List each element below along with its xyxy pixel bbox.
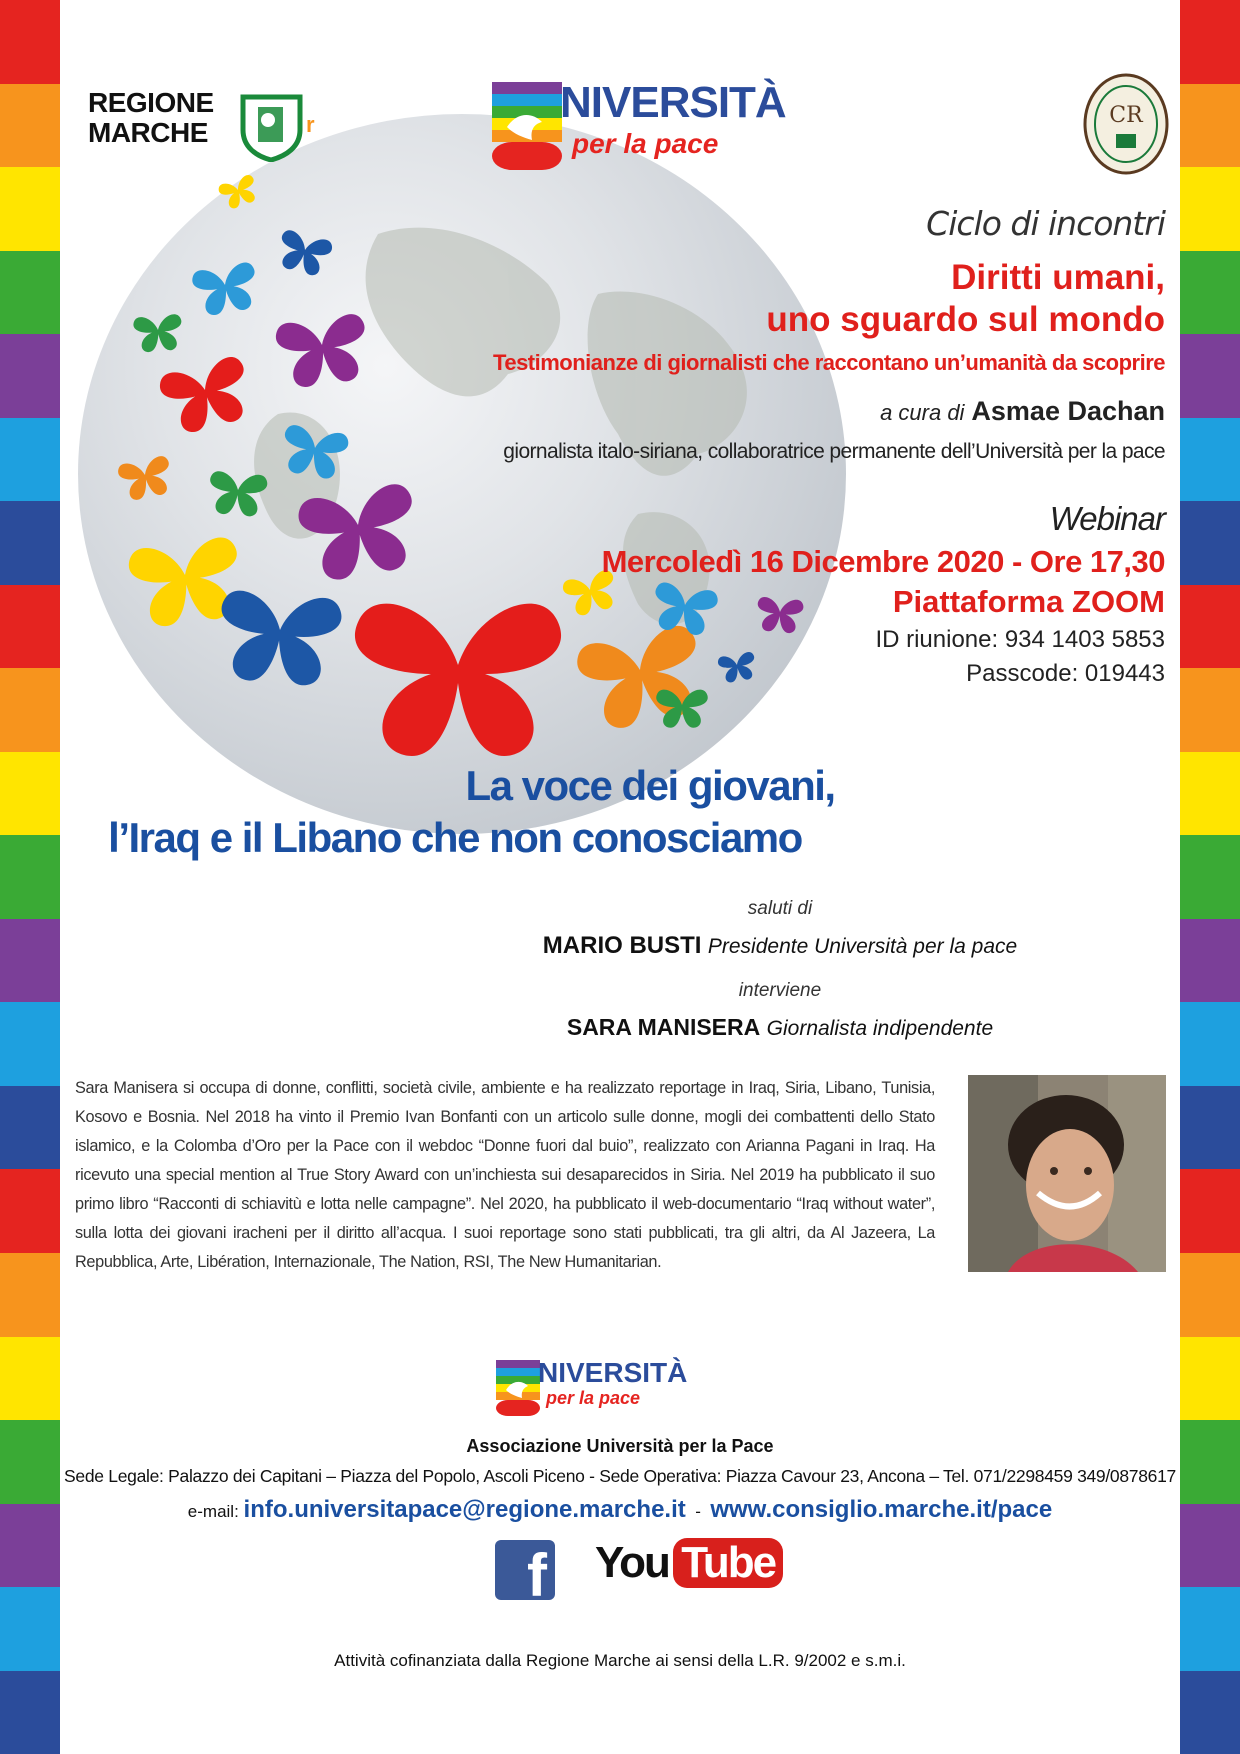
- rainbow-band: [0, 1587, 60, 1671]
- series-subtitle: Testimonianze di giornalisti che raccontano un’umanità da scoprire: [493, 350, 1165, 375]
- meeting-passcode: Passcode: 019443: [966, 660, 1165, 687]
- funding-note: Attività cofinanziata dalla Regione Marche ai sensi della L.R. 9/2002 e s.m.i.: [334, 1651, 906, 1670]
- rainbow-band: [0, 1504, 60, 1588]
- rainbow-band: [1180, 1337, 1240, 1421]
- rainbow-band: [0, 585, 60, 669]
- rainbow-band: [0, 251, 60, 335]
- event-platform: Piattaforma ZOOM: [892, 584, 1165, 619]
- regione-logo-accent: r: [306, 112, 315, 137]
- rainbow-band: [1180, 1169, 1240, 1253]
- greetings-label: saluti di: [747, 898, 813, 919]
- svg-text:CR: CR: [1109, 103, 1143, 128]
- event-format: Webinar: [1049, 500, 1165, 537]
- email-link[interactable]: info.universitapace@regione.marche.it: [243, 1496, 686, 1523]
- rainbow-band: [0, 1002, 60, 1086]
- rainbow-stripe-right: [1180, 0, 1240, 1754]
- rainbow-band: [1180, 334, 1240, 418]
- series-title-line2: uno sguardo sul mondo: [766, 300, 1165, 339]
- association-name: Associazione Università per la Pace: [466, 1436, 774, 1456]
- rainbow-band: [1180, 919, 1240, 1003]
- series-title-line1: Diritti umani,: [951, 258, 1165, 297]
- regione-shield-icon: [238, 92, 308, 162]
- greeter-role: Presidente Università per la pace: [707, 935, 1018, 958]
- rainbow-stripe-left: [0, 0, 60, 1754]
- website-link[interactable]: www.consiglio.marche.it/pace: [710, 1496, 1053, 1523]
- youtube-icon[interactable]: You Tube: [595, 1538, 783, 1602]
- curator-description: giornalista italo-siriana, collaboratrice permanente dell’Università per la pace: [503, 440, 1165, 463]
- universita-pace-logo: NIVERSITÀ per la pace: [492, 82, 562, 175]
- rainbow-band: [0, 418, 60, 502]
- consiglio-regionale-seal: [1082, 72, 1170, 176]
- speaker-name: SARA MANISERA: [566, 1014, 761, 1040]
- rainbow-band: [1180, 1086, 1240, 1170]
- meeting-id: ID riunione: 934 1403 5853: [875, 626, 1165, 653]
- event-datetime: Mercoledì 16 Dicembre 2020 - Ore 17,30: [601, 544, 1165, 579]
- rainbow-band: [1180, 1504, 1240, 1588]
- curator-name: Asmae Dachan: [971, 396, 1165, 426]
- rainbow-band: [1180, 418, 1240, 502]
- curator-label: a cura di: [880, 400, 965, 425]
- rainbow-u-icon: [492, 82, 562, 170]
- rainbow-band: [1180, 1420, 1240, 1504]
- footer-universita-logo: NIVERSITÀ per la pace: [496, 1360, 540, 1421]
- rainbow-band: [0, 334, 60, 418]
- rainbow-band: [0, 167, 60, 251]
- speaker-label: interviene: [738, 980, 822, 1001]
- rainbow-band: [1180, 251, 1240, 335]
- rainbow-band: [0, 919, 60, 1003]
- talk-title-line1: La voce dei giovani,: [465, 762, 835, 809]
- contact-separator: -: [695, 1502, 701, 1521]
- rainbow-band: [1180, 1587, 1240, 1671]
- greeter-name: MARIO BUSTI: [542, 932, 702, 959]
- rainbow-band: [1180, 0, 1240, 84]
- rainbow-band: [1180, 167, 1240, 251]
- rainbow-band: [0, 1671, 60, 1754]
- rainbow-band: [0, 1420, 60, 1504]
- regione-marche-logo: REGIONE MARCHE r: [88, 88, 214, 148]
- contact-line: [60, 1496, 1180, 1524]
- footer-rainbow-u-icon: [496, 1360, 540, 1416]
- rainbow-band: [0, 668, 60, 752]
- speaker-role: Giornalista indipendente: [766, 1017, 994, 1040]
- greeter-line: [440, 932, 1120, 960]
- speaker-photo: [968, 1075, 1166, 1272]
- rainbow-band: [0, 501, 60, 585]
- rainbow-band: [1180, 1253, 1240, 1337]
- rainbow-band: [1180, 1002, 1240, 1086]
- rainbow-band: [1180, 501, 1240, 585]
- rainbow-band: [1180, 1671, 1240, 1754]
- rainbow-band: [1180, 585, 1240, 669]
- association-address: Sede Legale: Palazzo dei Capitani – Piazza del Popolo, Ascoli Piceno - Sede Operativa: Piazza Cavour 23, Ancona – Tel. 071/2298459 349/0878617: [64, 1466, 1176, 1486]
- rainbow-band: [0, 1337, 60, 1421]
- talk-title-line2: l’Iraq e il Libano che non conosciamo: [108, 814, 802, 861]
- speaker-bio: Sara Manisera si occupa di donne, conflitti, società civile, ambiente e ha realizzato reportage in Iraq, Siria, Libano, Tunisia, Kosovo e Bosnia. Nel 2018 ha vinto il Premio Ivan Bonfanti con un articolo sulle donne, mogli dei combattenti dello Stato islamico, e la Colomba d’Oro per la Pace con il webdoc “Donne fuori dal buio”, realizzato con Arianna Pagani in Iraq. Ha ricevuto una special mention al True Story Award con un’inchiesta sui desaparecidos in Siria. Nel 2019 ha pubblicato il suo primo libro “Racconti di schiavitù e lotta nelle campagne”. Nel 2020, ha pubblicato il web-documentario “Iraq without water”, sulla lotta dei giovani iracheni per il diritto all’acqua. I suoi reportage sono stati pubblicati, tra gli altri, da Al Jazeera, La Repubblica, Arte, Libération, Internazionale, The Nation, RSI, The New Humanitarian.: [75, 1079, 935, 1271]
- curator-line: [880, 396, 1165, 427]
- rainbow-band: [0, 1086, 60, 1170]
- facebook-icon[interactable]: f: [495, 1540, 555, 1600]
- rainbow-band: [0, 0, 60, 84]
- rainbow-band: [0, 1253, 60, 1337]
- speaker-line: [440, 1014, 1120, 1041]
- series-label: Ciclo di incontri: [926, 204, 1165, 243]
- rainbow-band: [1180, 668, 1240, 752]
- rainbow-band: [1180, 84, 1240, 168]
- email-label: e-mail:: [187, 1502, 239, 1521]
- rainbow-band: [0, 1169, 60, 1253]
- rainbow-band: [0, 84, 60, 168]
